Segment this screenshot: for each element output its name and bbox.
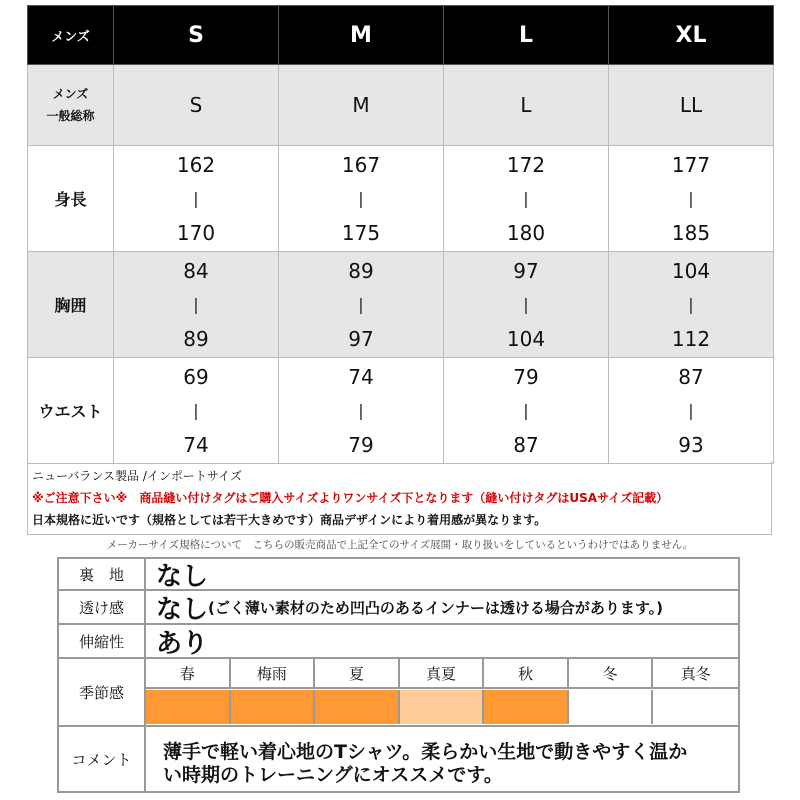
sheer-value xyxy=(156,591,663,623)
header-size: XL xyxy=(609,6,774,65)
header-label: メンズ xyxy=(28,6,114,65)
lining-label: 裏 地 xyxy=(59,559,146,589)
range-max: 175 xyxy=(341,220,381,245)
range-separator: | xyxy=(358,294,364,314)
season-name: 春 xyxy=(146,659,231,689)
lining-row xyxy=(59,559,738,591)
range-cell xyxy=(444,252,609,358)
range-cell xyxy=(279,252,444,358)
comment-line1: 薄手で軽い着心地のTシャツ。柔らかい生地で動きやすく温か xyxy=(163,741,688,763)
range-max: 104 xyxy=(506,326,546,351)
general-label-line1: メンズ xyxy=(52,87,89,101)
size-notes xyxy=(27,461,772,535)
range-max: 79 xyxy=(348,432,374,457)
range-min: 172 xyxy=(506,152,546,177)
range-max: 112 xyxy=(671,326,711,351)
range-cell xyxy=(444,358,609,464)
season-row xyxy=(59,659,738,727)
general-size: LL xyxy=(609,65,774,146)
range-max: 74 xyxy=(183,432,209,457)
range-max: 87 xyxy=(513,432,539,457)
sheer-value-text: なし xyxy=(156,594,209,625)
range-max: 89 xyxy=(183,326,209,351)
range-min: 97 xyxy=(513,258,539,283)
range-cell xyxy=(279,146,444,252)
season-bar xyxy=(231,690,316,724)
season-bar xyxy=(400,690,485,724)
range-cell xyxy=(609,252,774,358)
range-separator: | xyxy=(523,400,529,420)
range-separator: | xyxy=(358,400,364,420)
range-min: 84 xyxy=(183,258,209,283)
notes-fit-line: 日本規格に近いです（規格としては若干大きめです）商品デザインにより着用感が異なります。 xyxy=(32,513,547,527)
sheer-row xyxy=(59,591,738,625)
header-size: M xyxy=(279,6,444,65)
range-min: 74 xyxy=(348,364,374,389)
season-label: 季節感 xyxy=(59,659,146,725)
range-min: 69 xyxy=(183,364,209,389)
range-cell xyxy=(609,146,774,252)
range-separator: | xyxy=(688,400,694,420)
range-cell xyxy=(444,146,609,252)
notes-warning-line: ※ご注意下さい※ 商品縫い付けタグはご購入サイズよりワンサイズ下となります（縫い付けタグはUSAサイズ記載） xyxy=(32,491,669,505)
range-separator: | xyxy=(523,188,529,208)
lining-value-text: なし xyxy=(156,561,209,592)
range-cell xyxy=(114,252,279,358)
comment-row xyxy=(59,727,738,791)
range-max: 97 xyxy=(348,326,374,351)
sheer-label: 透け感 xyxy=(59,591,146,623)
range-max: 180 xyxy=(506,220,546,245)
height-row xyxy=(28,146,774,252)
season-bar xyxy=(146,690,231,724)
comment-label: コメント xyxy=(59,727,146,791)
maker-size-note: メーカーサイズ規格について こちらの販売商品で上記全てのサイズ展開・取り扱いをしているというわけではありません。 xyxy=(106,539,694,551)
general-size-row xyxy=(28,65,774,146)
range-min: 177 xyxy=(671,152,711,177)
season-name: 真冬 xyxy=(653,659,738,689)
range-min: 87 xyxy=(678,364,704,389)
season-grid xyxy=(146,659,738,725)
season-bar xyxy=(569,690,654,724)
range-max: 185 xyxy=(671,220,711,245)
range-cell xyxy=(609,358,774,464)
range-min: 167 xyxy=(341,152,381,177)
season-name: 真夏 xyxy=(400,659,485,689)
stretch-value-text: あり xyxy=(156,628,209,659)
size-header-row xyxy=(28,6,774,65)
stretch-value xyxy=(156,625,208,657)
range-separator: | xyxy=(193,188,199,208)
size-chart-table xyxy=(27,5,774,464)
range-max: 93 xyxy=(678,432,704,457)
header-size: L xyxy=(444,6,609,65)
range-min: 104 xyxy=(671,258,711,283)
range-separator: | xyxy=(688,188,694,208)
general-size: L xyxy=(444,65,609,146)
general-size: S xyxy=(114,65,279,146)
waist-row xyxy=(28,358,774,464)
comment-text xyxy=(163,741,687,787)
season-bar xyxy=(315,690,400,724)
season-name: 冬 xyxy=(569,659,654,689)
lining-value xyxy=(156,559,209,592)
range-min: 79 xyxy=(513,364,539,389)
range-max: 170 xyxy=(176,220,216,245)
season-bar xyxy=(484,690,569,724)
range-min: 162 xyxy=(176,152,216,177)
season-bar xyxy=(653,690,738,724)
fabric-info-table xyxy=(57,557,740,793)
season-name: 夏 xyxy=(315,659,400,689)
sheer-note: (ごく薄い素材のため凹凸のあるインナーは透ける場合があります。) xyxy=(208,598,664,617)
range-separator: | xyxy=(358,188,364,208)
header-size: S xyxy=(114,6,279,65)
season-name: 梅雨 xyxy=(231,659,316,689)
row-label-height: 身長 xyxy=(28,146,114,252)
notes-brand-line: ニューバランス製品 /インポートサイズ xyxy=(32,469,242,483)
general-size: M xyxy=(279,65,444,146)
stretch-row xyxy=(59,625,738,659)
range-cell xyxy=(114,146,279,252)
range-min: 89 xyxy=(348,258,374,283)
general-label-line2: 一般総称 xyxy=(46,109,95,123)
row-label-waist: ウエスト xyxy=(28,358,114,464)
range-separator: | xyxy=(688,294,694,314)
row-label-chest: 胸囲 xyxy=(28,252,114,358)
season-name: 秋 xyxy=(484,659,569,689)
stretch-label: 伸縮性 xyxy=(59,625,146,657)
range-separator: | xyxy=(193,294,199,314)
comment-line2: い時期のトレーニングにオススメです。 xyxy=(163,764,503,786)
range-separator: | xyxy=(523,294,529,314)
general-label xyxy=(28,65,114,146)
range-separator: | xyxy=(193,400,199,420)
range-cell xyxy=(279,358,444,464)
chest-row xyxy=(28,252,774,358)
range-cell xyxy=(114,358,279,464)
